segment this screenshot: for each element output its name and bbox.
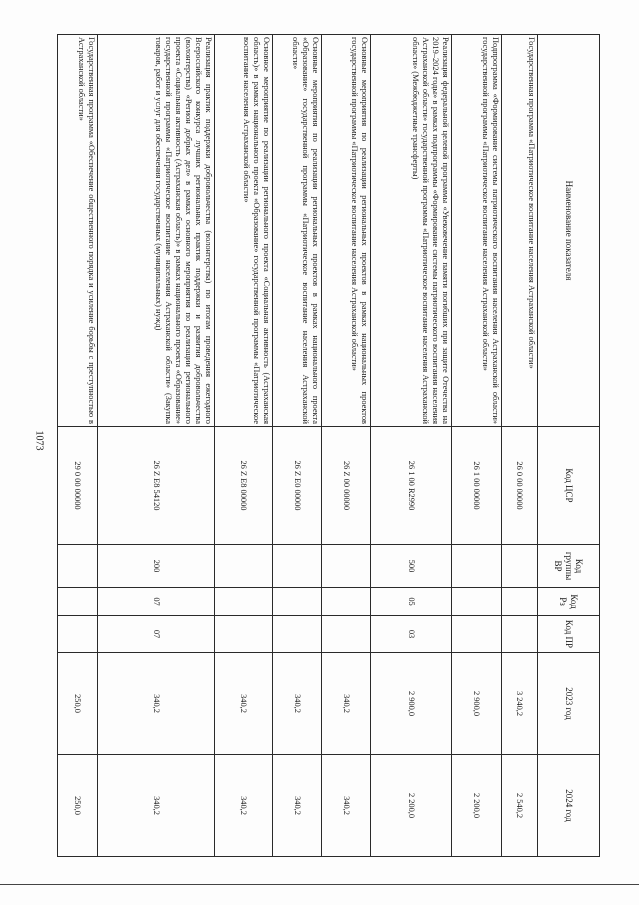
table-row <box>215 35 273 857</box>
cell-2023: 3 240,2 <box>502 653 538 755</box>
cell-2024: 2 540,2 <box>502 755 538 857</box>
cell-2023: 340,2 <box>322 653 371 755</box>
cell-csr: 26 1 00 00000 <box>452 427 502 545</box>
cell-pr: 03 <box>371 616 452 653</box>
cell-name: Основное мероприятие по реализации регионального проекта «Социальная активность (Астраханская область)» в рамках национального проекта «Образование» государственной программы «Патриотическое воспитание населения Астраханской области» <box>215 35 273 427</box>
cell-rz <box>273 588 322 616</box>
cell-pr <box>58 616 98 653</box>
cell-2024: 2 200,0 <box>371 755 452 857</box>
cell-2023: 2 900,0 <box>371 653 452 755</box>
header-2023: 2023 год <box>538 653 600 755</box>
page-number: 1073 <box>33 430 45 451</box>
cell-csr: 26 1 00 R2990 <box>371 427 452 545</box>
cell-2024: 340,2 <box>273 755 322 857</box>
cell-pr <box>215 616 273 653</box>
cell-pr <box>502 616 538 653</box>
cell-rz <box>215 588 273 616</box>
rotated-table-container <box>73 34 600 856</box>
cell-2024: 250,0 <box>58 755 98 857</box>
cell-name: Государственная программа «Обеспечение общественного порядка и усиление борьбы с преступностью в Астраханской области» <box>58 35 98 427</box>
budget-table <box>57 34 600 857</box>
table-row <box>371 35 452 857</box>
cell-vr: 500 <box>371 545 452 588</box>
header-csr: Код ЦСР <box>538 427 600 545</box>
table-row <box>273 35 322 857</box>
rotated-table-content <box>73 34 600 856</box>
cell-rz: 05 <box>371 588 452 616</box>
cell-pr <box>322 616 371 653</box>
cell-2024: 340,2 <box>322 755 371 857</box>
cell-2023: 340,2 <box>215 653 273 755</box>
cell-name: Основные мероприятия по реализации региональных проектов в рамках национальных проектов государственной программы «Патриотическое воспитание населения Астраханской области» <box>322 35 371 427</box>
cell-2024: 340,2 <box>98 755 215 857</box>
cell-vr <box>58 545 98 588</box>
cell-csr: 26 Z 00 00000 <box>322 427 371 545</box>
cell-2023: 340,2 <box>98 653 215 755</box>
cell-name: Реализация федеральной целевой программы «Увековечение памяти погибших при защите Отечества на 2019–2024 годы» в рамках подпрограммы «Формирование системы патриотического воспитания населения Астраханской области» государственной программы «Патриотическое воспитание населения Астраханской области» (Межбюджетные трансферты) <box>371 35 452 427</box>
cell-rz <box>452 588 502 616</box>
table-row <box>58 35 98 857</box>
cell-vr <box>502 545 538 588</box>
header-pr: Код ПР <box>538 616 600 653</box>
cell-name: Основные мероприятия по реализации региональных проектов в рамках национального проекта «Образование» государственной программы «Патриотическое воспитание населения Астраханской области» <box>273 35 322 427</box>
cell-csr: 26 Z E0 00000 <box>273 427 322 545</box>
cell-pr <box>273 616 322 653</box>
cell-vr <box>273 545 322 588</box>
bottom-rule <box>0 884 639 885</box>
cell-csr: 26 0 00 00000 <box>502 427 538 545</box>
cell-pr <box>452 616 502 653</box>
cell-rz: 07 <box>98 588 215 616</box>
table-header-row <box>538 35 600 857</box>
cell-2023: 340,2 <box>273 653 322 755</box>
header-2024: 2024 год <box>538 755 600 857</box>
cell-vr: 200 <box>98 545 215 588</box>
cell-vr <box>215 545 273 588</box>
cell-2024: 2 200,0 <box>452 755 502 857</box>
cell-csr: 29 0 00 00000 <box>58 427 98 545</box>
cell-2023: 2 900,0 <box>452 653 502 755</box>
cell-vr <box>322 545 371 588</box>
table-row <box>502 35 538 857</box>
cell-2023: 250,0 <box>58 653 98 755</box>
cell-name: Реализация практик поддержки добровольчества (волонтерства) по итогам проведения ежегодного Всероссийского конкурса лучших региональных практик поддержки и развития добровольчества (волонтерства) «Регион добрых дел» в рамках основного мероприятия по реализации регионального проекта «Социальная активность (Астраханская область)» в рамках национального проекта «Образование» государственной программы «Патриотическое воспитание населения Астраханской области» (Закупка товаров, работ и услуг для обеспечения государственных (муниципальных) нужд) <box>98 35 215 427</box>
cell-name: Подпрограмма «Формирование системы патриотического воспитания населения Астраханской области» государственной программы «Патриотическое воспитание населения Астраханской области» <box>452 35 502 427</box>
table-row <box>452 35 502 857</box>
cell-2024: 340,2 <box>215 755 273 857</box>
cell-vr <box>452 545 502 588</box>
cell-csr: 26 Z E8 00000 <box>215 427 273 545</box>
cell-pr: 07 <box>98 616 215 653</box>
header-rz: Код Рз <box>538 588 600 616</box>
header-vr: Код группы ВР <box>538 545 600 588</box>
table-row <box>98 35 215 857</box>
header-name: Наименование показателя <box>538 35 600 427</box>
cell-rz <box>502 588 538 616</box>
table-row <box>322 35 371 857</box>
cell-rz <box>322 588 371 616</box>
cell-rz <box>58 588 98 616</box>
cell-csr: 26 Z E8 54120 <box>98 427 215 545</box>
cell-name: Государственная программа «Патриотическое воспитание населения Астраханской области» <box>502 35 538 427</box>
